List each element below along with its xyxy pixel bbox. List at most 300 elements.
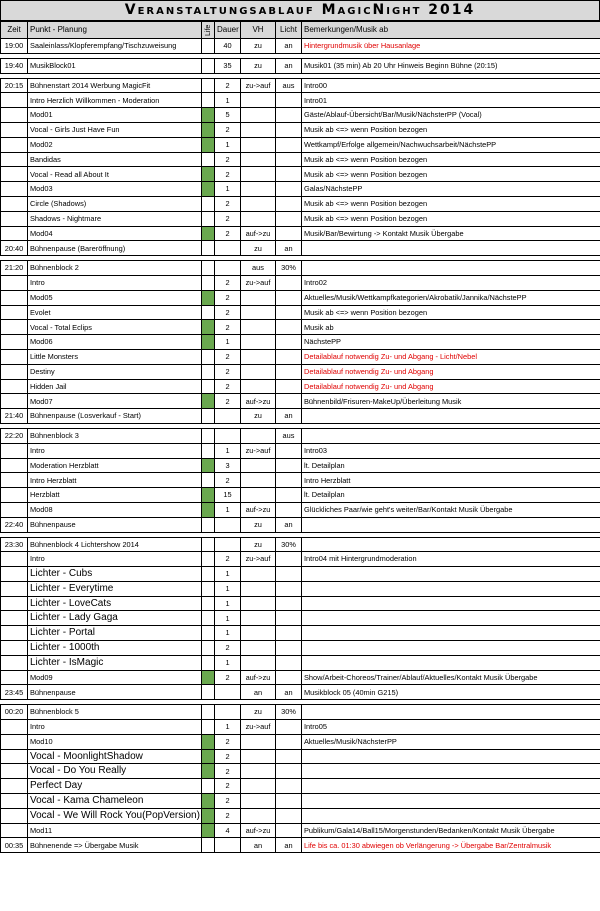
table-row xyxy=(1,823,600,838)
cell-licht xyxy=(276,335,302,350)
cell-note: Detailablauf notwendig Zu- und Abgang - Licht/Nebel xyxy=(302,349,600,364)
cell-vh xyxy=(241,122,276,137)
cell-licht xyxy=(276,443,302,458)
cell-item: Bühnenpause (Losverkauf - Start) xyxy=(28,409,202,424)
cell-licht xyxy=(276,567,302,582)
cell-item: Bühnenpause xyxy=(28,517,202,532)
table-row xyxy=(1,137,600,152)
cell-item: Lichter - 1000th xyxy=(28,641,202,656)
cell-note: Musik ab <=> wenn Position bezogen xyxy=(302,167,600,182)
cell-item: Saaleinlass/Klopferempfang/Tischzuweisung xyxy=(28,39,202,54)
cell-life xyxy=(202,473,215,488)
cell-life xyxy=(202,290,215,305)
header-licht: Licht xyxy=(276,22,302,39)
cell-dauer: 1 xyxy=(215,567,241,582)
cell-vh: zu->auf xyxy=(241,78,276,93)
cell-dauer: 1 xyxy=(215,443,241,458)
cell-licht xyxy=(276,808,302,823)
cell-note: Publikum/Gala14/Ball15/Morgenstunden/Bedanken/Kontakt Musik Übergabe xyxy=(302,823,600,838)
cell-life xyxy=(202,93,215,108)
cell-licht: 30% xyxy=(276,537,302,552)
cell-vh xyxy=(241,305,276,320)
cell-note: Galas/NächstePP xyxy=(302,182,600,197)
cell-licht xyxy=(276,394,302,409)
cell-time xyxy=(1,93,28,108)
cell-note xyxy=(302,655,600,670)
cell-life xyxy=(202,335,215,350)
cell-note: Aktuelles/Musik/Wettkampfkategorien/Akrobatik/Jannika/NächstePP xyxy=(302,290,600,305)
cell-vh xyxy=(241,335,276,350)
cell-time xyxy=(1,290,28,305)
cell-note xyxy=(302,626,600,641)
cell-licht xyxy=(276,211,302,226)
cell-life xyxy=(202,108,215,123)
cell-note xyxy=(302,764,600,779)
cell-vh: zu xyxy=(241,537,276,552)
cell-licht: an xyxy=(276,517,302,532)
cell-life xyxy=(202,196,215,211)
table-row xyxy=(1,581,600,596)
cell-vh xyxy=(241,808,276,823)
table-row xyxy=(1,196,600,211)
cell-time xyxy=(1,581,28,596)
cell-life xyxy=(202,596,215,611)
cell-time xyxy=(1,211,28,226)
cell-vh xyxy=(241,596,276,611)
cell-life xyxy=(202,379,215,394)
table-row xyxy=(1,349,600,364)
cell-vh xyxy=(241,290,276,305)
cell-time: 21:20 xyxy=(1,261,28,276)
cell-time xyxy=(1,488,28,503)
table-row xyxy=(1,182,600,197)
table-row xyxy=(1,58,600,73)
cell-life xyxy=(202,670,215,685)
cell-vh: zu->auf xyxy=(241,275,276,290)
table-row xyxy=(1,611,600,626)
cell-note xyxy=(302,808,600,823)
cell-life xyxy=(202,364,215,379)
cell-note: Musik ab <=> wenn Position bezogen xyxy=(302,122,600,137)
cell-licht xyxy=(276,364,302,379)
cell-licht xyxy=(276,552,302,567)
cell-licht: aus xyxy=(276,428,302,443)
table-row xyxy=(1,93,600,108)
cell-item: MusikBlock01 xyxy=(28,58,202,73)
cell-time xyxy=(1,349,28,364)
cell-vh: zu->auf xyxy=(241,720,276,735)
cell-time: 00:20 xyxy=(1,705,28,720)
cell-life xyxy=(202,443,215,458)
cell-life xyxy=(202,655,215,670)
cell-item: Intro Herzlich Willkommen - Moderation xyxy=(28,93,202,108)
cell-note xyxy=(302,517,600,532)
cell-vh xyxy=(241,655,276,670)
cell-note xyxy=(302,779,600,794)
cell-licht xyxy=(276,226,302,241)
cell-time: 21:40 xyxy=(1,409,28,424)
cell-dauer xyxy=(215,705,241,720)
table-row xyxy=(1,670,600,685)
cell-dauer: 2 xyxy=(215,275,241,290)
cell-time xyxy=(1,641,28,656)
table-row xyxy=(1,808,600,823)
table-row xyxy=(1,720,600,735)
cell-vh xyxy=(241,108,276,123)
table-row xyxy=(1,211,600,226)
table-row xyxy=(1,641,600,656)
cell-item: Mod09 xyxy=(28,670,202,685)
cell-vh xyxy=(241,473,276,488)
cell-time xyxy=(1,626,28,641)
cell-licht xyxy=(276,764,302,779)
cell-time xyxy=(1,734,28,749)
cell-licht xyxy=(276,488,302,503)
cell-vh: zu xyxy=(241,241,276,256)
table-row xyxy=(1,320,600,335)
cell-item: Little Monsters xyxy=(28,349,202,364)
cell-dauer: 35 xyxy=(215,58,241,73)
cell-note: Intro03 xyxy=(302,443,600,458)
cell-note: Musik ab <=> wenn Position bezogen xyxy=(302,211,600,226)
cell-dauer: 1 xyxy=(215,137,241,152)
cell-time xyxy=(1,764,28,779)
cell-life xyxy=(202,320,215,335)
cell-time xyxy=(1,567,28,582)
cell-licht: an xyxy=(276,685,302,700)
table-row xyxy=(1,152,600,167)
cell-time xyxy=(1,749,28,764)
cell-item: Bühnenende => Übergabe Musik xyxy=(28,838,202,853)
cell-item: Bandidas xyxy=(28,152,202,167)
cell-item: Evolet xyxy=(28,305,202,320)
cell-vh xyxy=(241,167,276,182)
cell-dauer: 4 xyxy=(215,823,241,838)
cell-licht: an xyxy=(276,39,302,54)
cell-vh: auf->zu xyxy=(241,394,276,409)
cell-item: Lichter - Lady Gaga xyxy=(28,611,202,626)
cell-life xyxy=(202,685,215,700)
cell-licht xyxy=(276,152,302,167)
cell-note: Musik ab xyxy=(302,320,600,335)
cell-licht xyxy=(276,720,302,735)
cell-licht xyxy=(276,581,302,596)
cell-vh: auf->zu xyxy=(241,226,276,241)
cell-life xyxy=(202,823,215,838)
cell-dauer: 2 xyxy=(215,794,241,809)
table-row xyxy=(1,838,600,853)
cell-time xyxy=(1,596,28,611)
table-row xyxy=(1,241,600,256)
cell-item: Shadows - Nightmare xyxy=(28,211,202,226)
cell-dauer: 2 xyxy=(215,152,241,167)
table-row xyxy=(1,473,600,488)
cell-time xyxy=(1,226,28,241)
cell-licht xyxy=(276,305,302,320)
cell-life xyxy=(202,152,215,167)
table-row xyxy=(1,364,600,379)
cell-item: Vocal - Girls Just Have Fun xyxy=(28,122,202,137)
cell-vh: zu->auf xyxy=(241,443,276,458)
cell-time xyxy=(1,196,28,211)
cell-note: Musik01 (35 min) Ab 20 Uhr Hinweis Beginn Bühne (20:15) xyxy=(302,58,600,73)
cell-life xyxy=(202,749,215,764)
cell-time: 20:15 xyxy=(1,78,28,93)
cell-note: Aktuelles/Musik/NächsterPP xyxy=(302,734,600,749)
cell-item: Vocal - Do You Really xyxy=(28,764,202,779)
cell-item: Intro xyxy=(28,720,202,735)
cell-life xyxy=(202,720,215,735)
cell-licht: aus xyxy=(276,78,302,93)
cell-item: Mod02 xyxy=(28,137,202,152)
cell-note: Hintergrundmusik über Hausanlage xyxy=(302,39,600,54)
cell-item: Mod10 xyxy=(28,734,202,749)
cell-life xyxy=(202,764,215,779)
cell-time: 19:40 xyxy=(1,58,28,73)
cell-note: Musikblock 05 (40min G215) xyxy=(302,685,600,700)
cell-time: 23:45 xyxy=(1,685,28,700)
cell-licht xyxy=(276,290,302,305)
cell-time xyxy=(1,794,28,809)
cell-note xyxy=(302,641,600,656)
table-row xyxy=(1,749,600,764)
cell-dauer: 2 xyxy=(215,379,241,394)
cell-note: Glückliches Paar/wie geht's weiter/Bar/Kontakt Musik Übergabe xyxy=(302,502,600,517)
cell-time xyxy=(1,552,28,567)
cell-time: 22:40 xyxy=(1,517,28,532)
cell-life xyxy=(202,808,215,823)
table-row xyxy=(1,335,600,350)
cell-vh xyxy=(241,458,276,473)
cell-note xyxy=(302,705,600,720)
cell-life xyxy=(202,502,215,517)
cell-vh xyxy=(241,349,276,364)
cell-licht xyxy=(276,379,302,394)
cell-note: Detailablauf notwendig Zu- und Abgang xyxy=(302,364,600,379)
cell-item: Bühnenpause (Bareröffnung) xyxy=(28,241,202,256)
cell-note: Bühnenbild/Frisuren-MakeUp/Überleitung Musik xyxy=(302,394,600,409)
cell-time xyxy=(1,458,28,473)
cell-note xyxy=(302,261,600,276)
table-row xyxy=(1,290,600,305)
cell-time xyxy=(1,167,28,182)
cell-note: Gäste/Ablauf-Übersicht/Bar/Musik/NächsterPP (Vocal) xyxy=(302,108,600,123)
cell-licht xyxy=(276,108,302,123)
cell-time xyxy=(1,364,28,379)
cell-dauer: 2 xyxy=(215,122,241,137)
cell-note xyxy=(302,749,600,764)
table-row xyxy=(1,685,600,700)
cell-time: 20:40 xyxy=(1,241,28,256)
cell-licht xyxy=(276,670,302,685)
cell-dauer xyxy=(215,261,241,276)
cell-vh: zu xyxy=(241,39,276,54)
cell-vh: zu xyxy=(241,705,276,720)
cell-item: Mod03 xyxy=(28,182,202,197)
cell-vh: zu xyxy=(241,58,276,73)
cell-item: Lichter - Cubs xyxy=(28,567,202,582)
cell-note xyxy=(302,611,600,626)
cell-life xyxy=(202,409,215,424)
cell-vh xyxy=(241,182,276,197)
table-row xyxy=(1,409,600,424)
table-row xyxy=(1,655,600,670)
table-row xyxy=(1,779,600,794)
cell-item: Mod01 xyxy=(28,108,202,123)
cell-vh xyxy=(241,764,276,779)
cell-item: Bühnenblock 2 xyxy=(28,261,202,276)
cell-vh xyxy=(241,611,276,626)
cell-life xyxy=(202,779,215,794)
table-row xyxy=(1,108,600,123)
cell-note: Musik ab <=> wenn Position bezogen xyxy=(302,305,600,320)
table-row xyxy=(1,537,600,552)
cell-dauer: 1 xyxy=(215,611,241,626)
cell-item: Bühnenblock 4 Lichtershow 2014 xyxy=(28,537,202,552)
cell-dauer: 2 xyxy=(215,305,241,320)
cell-life xyxy=(202,794,215,809)
cell-note: Wettkampf/Erfolge allgemein/Nachwuchsarbeit/NächstePP xyxy=(302,137,600,152)
cell-item: Moderation Herzblatt xyxy=(28,458,202,473)
table-row xyxy=(1,626,600,641)
cell-dauer: 3 xyxy=(215,458,241,473)
cell-note: Musik ab <=> wenn Position bezogen xyxy=(302,152,600,167)
cell-item: Mod06 xyxy=(28,335,202,350)
table-row xyxy=(1,517,600,532)
header-zeit: Zeit xyxy=(1,22,28,39)
cell-vh: zu xyxy=(241,517,276,532)
cell-time xyxy=(1,720,28,735)
cell-dauer: 5 xyxy=(215,108,241,123)
cell-item: Lichter - IsMagic xyxy=(28,655,202,670)
cell-time xyxy=(1,473,28,488)
cell-dauer: 2 xyxy=(215,734,241,749)
cell-time xyxy=(1,502,28,517)
cell-life xyxy=(202,567,215,582)
cell-note: Musik/Bar/Bewirtung -> Kontakt Musik Übergabe xyxy=(302,226,600,241)
cell-time xyxy=(1,137,28,152)
cell-vh xyxy=(241,794,276,809)
cell-dauer: 2 xyxy=(215,779,241,794)
cell-dauer: 2 xyxy=(215,196,241,211)
cell-dauer: 1 xyxy=(215,655,241,670)
cell-licht xyxy=(276,734,302,749)
cell-item: Hidden Jail xyxy=(28,379,202,394)
table-row xyxy=(1,794,600,809)
cell-life xyxy=(202,182,215,197)
cell-item: Mod07 xyxy=(28,394,202,409)
cell-licht xyxy=(276,137,302,152)
cell-life xyxy=(202,39,215,54)
cell-dauer: 2 xyxy=(215,749,241,764)
cell-life xyxy=(202,626,215,641)
cell-item: Mod11 xyxy=(28,823,202,838)
cell-life xyxy=(202,838,215,853)
table-row xyxy=(1,443,600,458)
cell-life xyxy=(202,167,215,182)
cell-life xyxy=(202,734,215,749)
cell-dauer xyxy=(215,685,241,700)
cell-item: Intro xyxy=(28,552,202,567)
cell-item: Lichter - LoveCats xyxy=(28,596,202,611)
cell-note xyxy=(302,794,600,809)
cell-item: Bühnenpause xyxy=(28,685,202,700)
cell-time xyxy=(1,670,28,685)
cell-licht: 30% xyxy=(276,261,302,276)
cell-time xyxy=(1,611,28,626)
cell-item: Mod04 xyxy=(28,226,202,241)
cell-licht xyxy=(276,196,302,211)
cell-dauer: 2 xyxy=(215,290,241,305)
cell-time xyxy=(1,335,28,350)
cell-life xyxy=(202,641,215,656)
cell-vh xyxy=(241,488,276,503)
table-row xyxy=(1,275,600,290)
table-header-row xyxy=(1,22,600,39)
cell-dauer: 2 xyxy=(215,764,241,779)
cell-vh: aus xyxy=(241,261,276,276)
cell-note xyxy=(302,428,600,443)
cell-time: 22:20 xyxy=(1,428,28,443)
cell-vh xyxy=(241,379,276,394)
cell-item: Vocal - Read all About It xyxy=(28,167,202,182)
cell-note xyxy=(302,409,600,424)
cell-licht xyxy=(276,473,302,488)
cell-note: Show/Arbeit-Choreos/Trainer/Ablauf/Aktuelles/Kontakt Musik Übergabe xyxy=(302,670,600,685)
cell-vh xyxy=(241,567,276,582)
cell-time: 00:35 xyxy=(1,838,28,853)
table-row xyxy=(1,764,600,779)
cell-dauer: 1 xyxy=(215,502,241,517)
cell-item: Intro Herzblatt xyxy=(28,473,202,488)
cell-note xyxy=(302,241,600,256)
cell-vh xyxy=(241,137,276,152)
cell-life xyxy=(202,122,215,137)
cell-life xyxy=(202,211,215,226)
cell-dauer: 1 xyxy=(215,581,241,596)
cell-licht: an xyxy=(276,838,302,853)
cell-dauer xyxy=(215,428,241,443)
cell-licht xyxy=(276,458,302,473)
cell-time xyxy=(1,275,28,290)
schedule-table xyxy=(0,21,600,853)
cell-licht xyxy=(276,626,302,641)
cell-vh: auf->zu xyxy=(241,502,276,517)
cell-life xyxy=(202,458,215,473)
cell-dauer: 2 xyxy=(215,226,241,241)
cell-life xyxy=(202,137,215,152)
header-vh: VH xyxy=(241,22,276,39)
cell-vh xyxy=(241,641,276,656)
cell-note xyxy=(302,537,600,552)
cell-licht xyxy=(276,122,302,137)
table-row xyxy=(1,226,600,241)
header-bemerkungen: Bemerkungen/Musik ab xyxy=(302,22,600,39)
cell-licht xyxy=(276,779,302,794)
cell-vh xyxy=(241,734,276,749)
cell-life xyxy=(202,305,215,320)
cell-vh xyxy=(241,749,276,764)
cell-item: Lichter - Portal xyxy=(28,626,202,641)
cell-time xyxy=(1,655,28,670)
cell-dauer: 2 xyxy=(215,349,241,364)
cell-dauer: 1 xyxy=(215,596,241,611)
cell-dauer: 2 xyxy=(215,78,241,93)
cell-note: Intro00 xyxy=(302,78,600,93)
cell-time xyxy=(1,394,28,409)
cell-dauer xyxy=(215,838,241,853)
cell-licht xyxy=(276,611,302,626)
